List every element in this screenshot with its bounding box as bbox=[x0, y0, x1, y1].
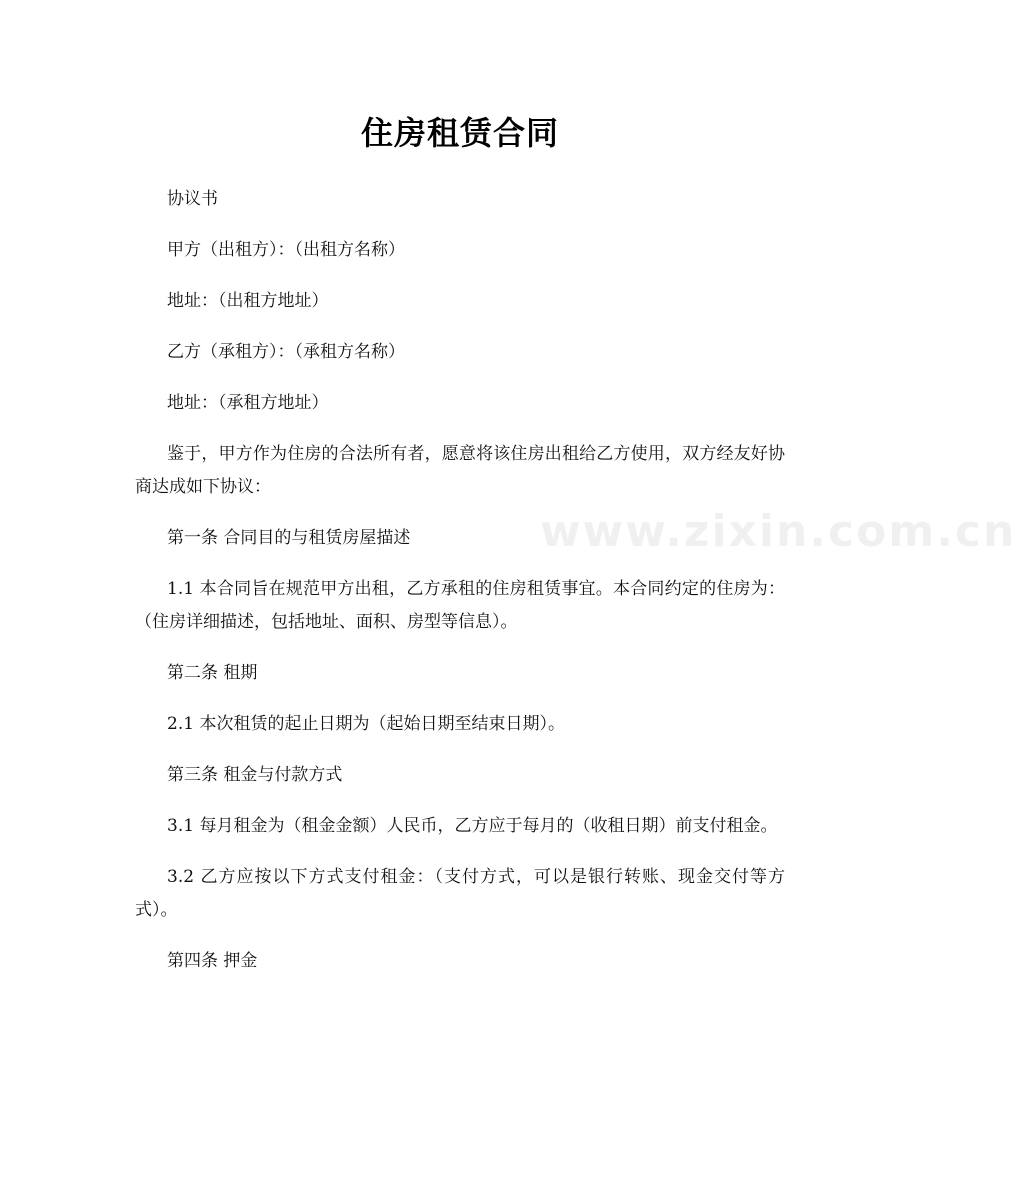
watermark: www.zixin.com.cn bbox=[540, 506, 1016, 557]
clause-3-1: 3.1 每月租金为（租金金额）人民币，乙方应于每月的（收租日期）前支付租金。 bbox=[167, 816, 778, 836]
section-heading-1: 第一条 合同目的与租赁房屋描述 bbox=[167, 528, 411, 548]
section-heading-3: 第三条 租金与付款方式 bbox=[167, 765, 343, 785]
paragraph-heading: 协议书 bbox=[167, 189, 218, 209]
document-body bbox=[135, 183, 785, 996]
paragraph-party-a-address: 地址：（出租方地址） bbox=[167, 291, 329, 311]
document-title: 住房租赁合同 bbox=[360, 114, 559, 152]
clause-1-1: 1.1 本合同旨在规范甲方出租，乙方承租的住房租赁事宜。本合同约定的住房为：（住房详细描述，包括地址、面积、房型等信息）。 bbox=[135, 579, 785, 632]
paragraph-preamble: 鉴于，甲方作为住房的合法所有者，愿意将该住房出租给乙方使用，双方经友好协商达成如下协议： bbox=[135, 444, 785, 497]
paragraph-party-a: 甲方（出租方）：（出租方名称） bbox=[167, 240, 405, 260]
section-heading-4: 第四条 押金 bbox=[167, 951, 258, 971]
paragraph-party-b: 乙方（承租方）：（承租方名称） bbox=[167, 342, 405, 362]
paragraph-party-b-address: 地址：（承租方地址） bbox=[167, 393, 329, 413]
clause-3-2: 3.2 乙方应按以下方式支付租金：（支付方式，可以是银行转账、现金交付等方式）。 bbox=[135, 867, 785, 920]
clause-2-1: 2.1 本次租赁的起止日期为（起始日期至结束日期）。 bbox=[167, 714, 565, 734]
section-heading-2: 第二条 租期 bbox=[167, 663, 258, 683]
